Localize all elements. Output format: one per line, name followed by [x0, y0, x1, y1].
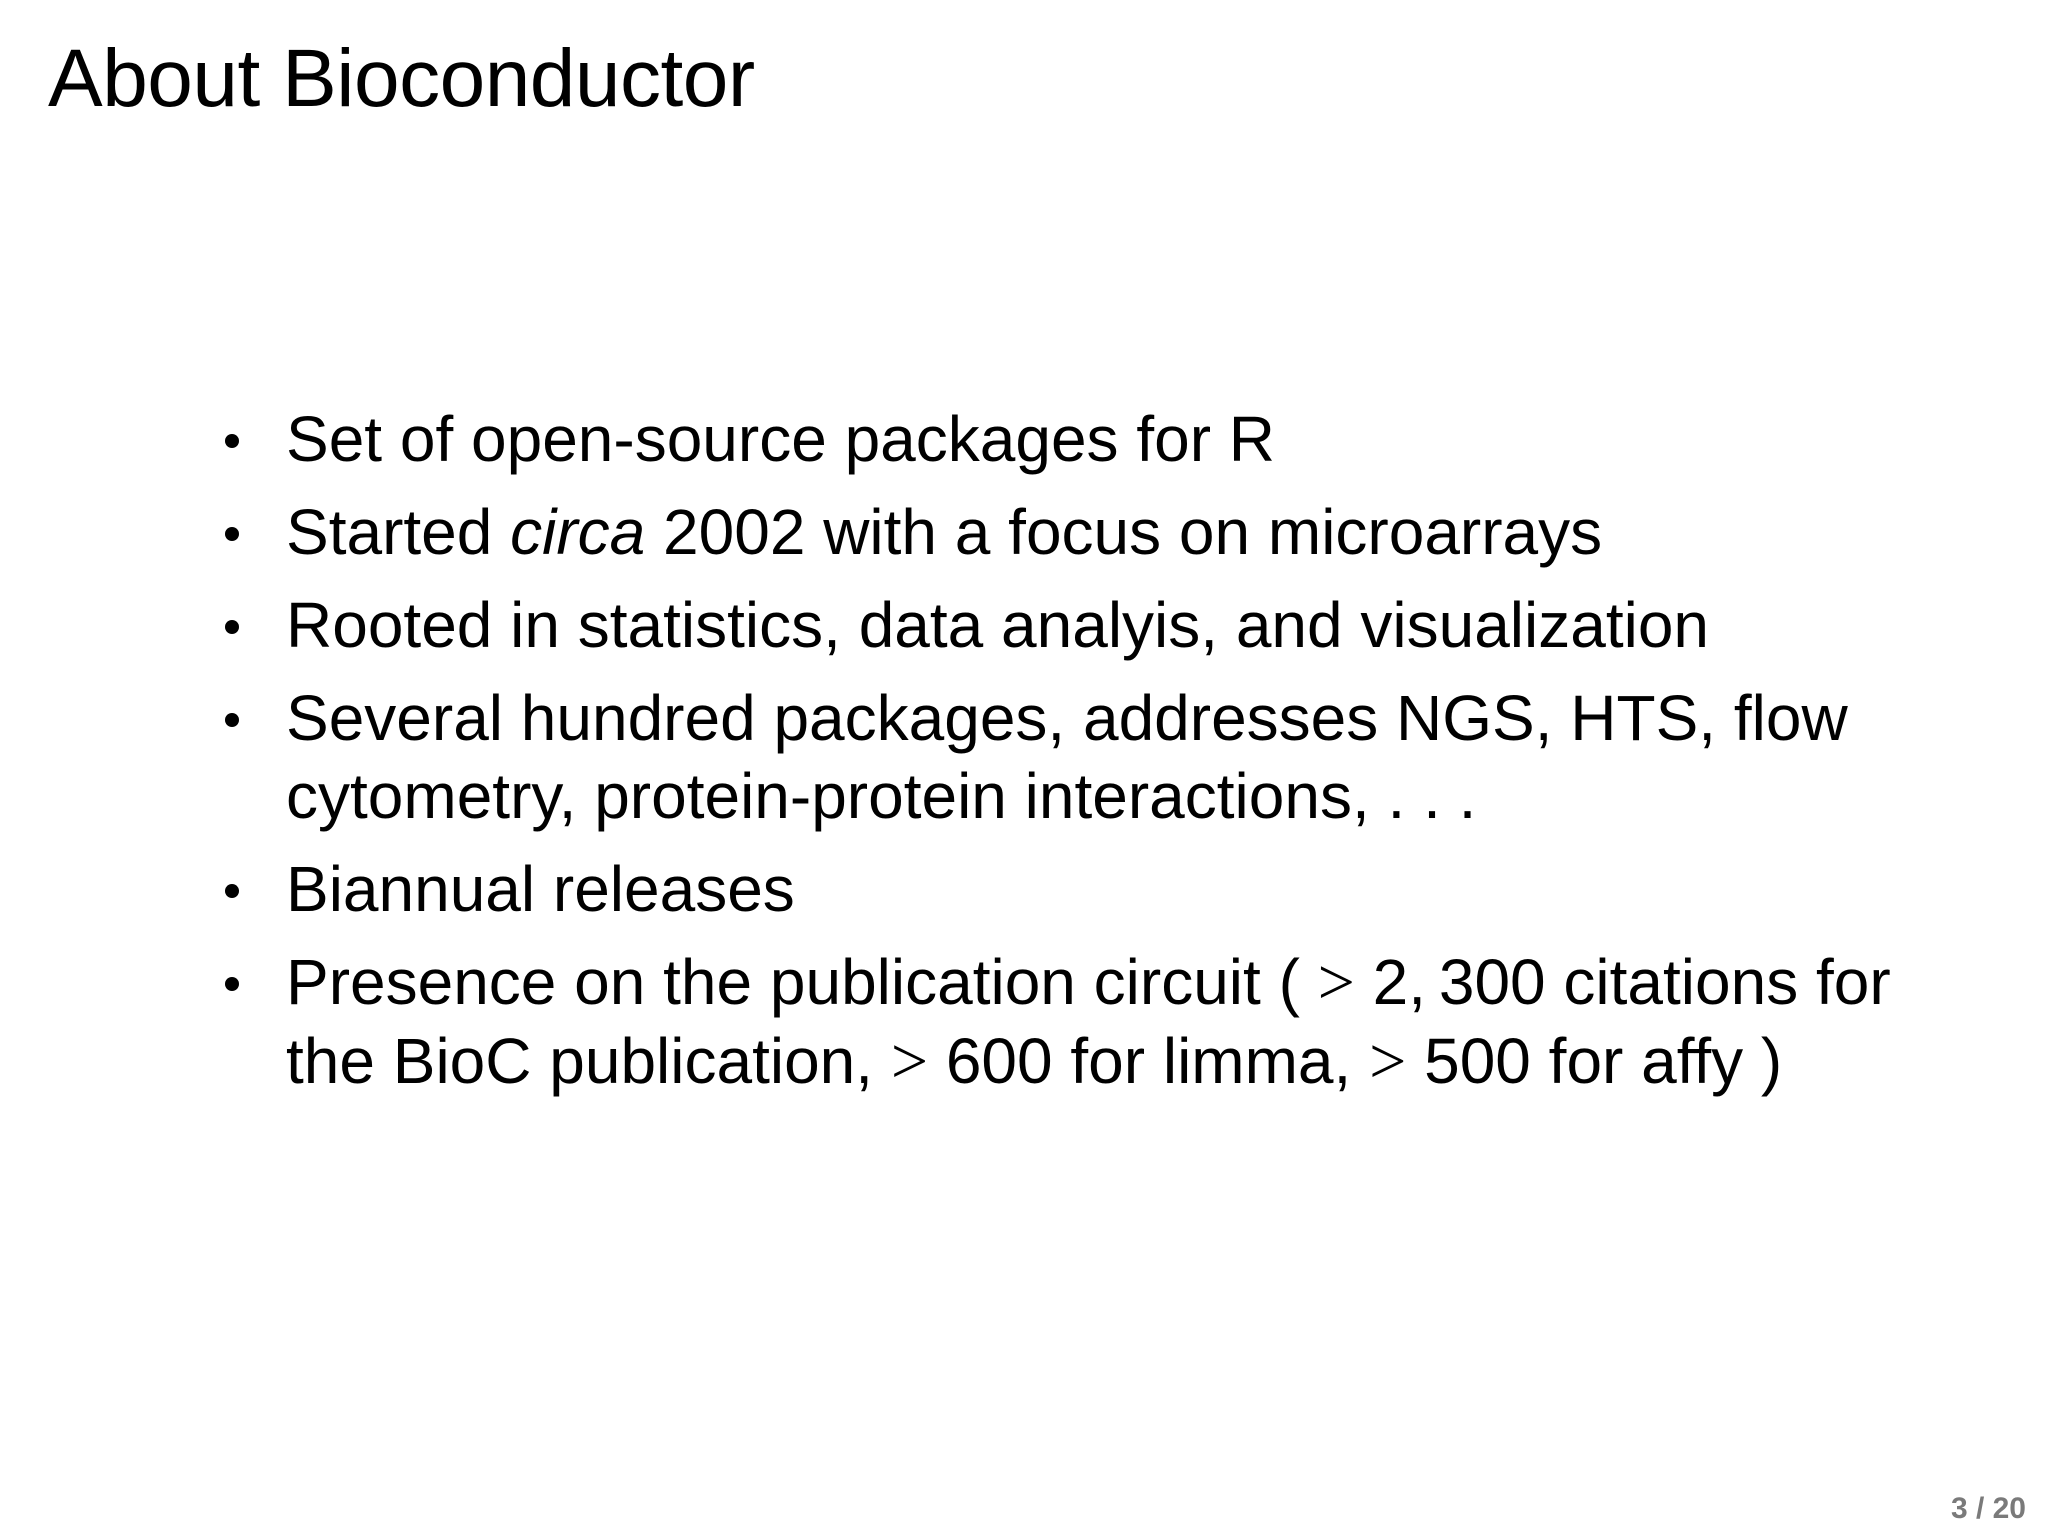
bullet-text: 2002 with a focus on microarrays	[645, 496, 1603, 568]
bullet-text: 600 for limma,	[928, 1025, 1370, 1097]
bullet-item-releases	[220, 850, 1920, 928]
bullet-icon	[225, 884, 239, 898]
bullet-item-open-source	[220, 400, 1920, 478]
bullet-item-started	[220, 493, 1920, 571]
bullet-icon	[225, 977, 239, 991]
bullet-icon	[225, 434, 239, 448]
bullet-icon	[225, 620, 239, 634]
bullet-icon	[225, 527, 239, 541]
bullet-text: 500 for affy )	[1406, 1025, 1783, 1097]
greater-than-symbol: >	[1369, 1025, 1407, 1098]
bullet-item-rooted	[220, 586, 1920, 664]
greater-than-symbol: >	[890, 1025, 929, 1098]
bullet-text: Started	[286, 496, 511, 568]
bullet-text: Biannual releases	[286, 853, 795, 925]
bullet-item-publication	[220, 943, 1920, 1101]
greater-than-symbol: >	[1317, 946, 1355, 1019]
bullet-list	[220, 400, 1920, 1116]
bullet-text-italic: circa	[510, 496, 646, 568]
bullet-text: Several hundred packages, addresses NGS, HTS, flow cytometry, protein-protein interactions, . . .	[286, 682, 1848, 832]
bullet-text: Set of open-source packages for R	[286, 403, 1275, 475]
slide-title: About Bioconductor	[48, 33, 755, 124]
bullet-icon	[225, 713, 239, 727]
bullet-text: Rooted in statistics, data analyis, and visualization	[286, 589, 1709, 661]
bullet-text: Presence on the publication circuit (	[286, 946, 1318, 1018]
page-number: 3 / 20	[1950, 1492, 2026, 1525]
bullet-text: 2, 300 citations for the BioC publication,	[286, 946, 1891, 1097]
bullet-item-packages	[220, 679, 1920, 835]
